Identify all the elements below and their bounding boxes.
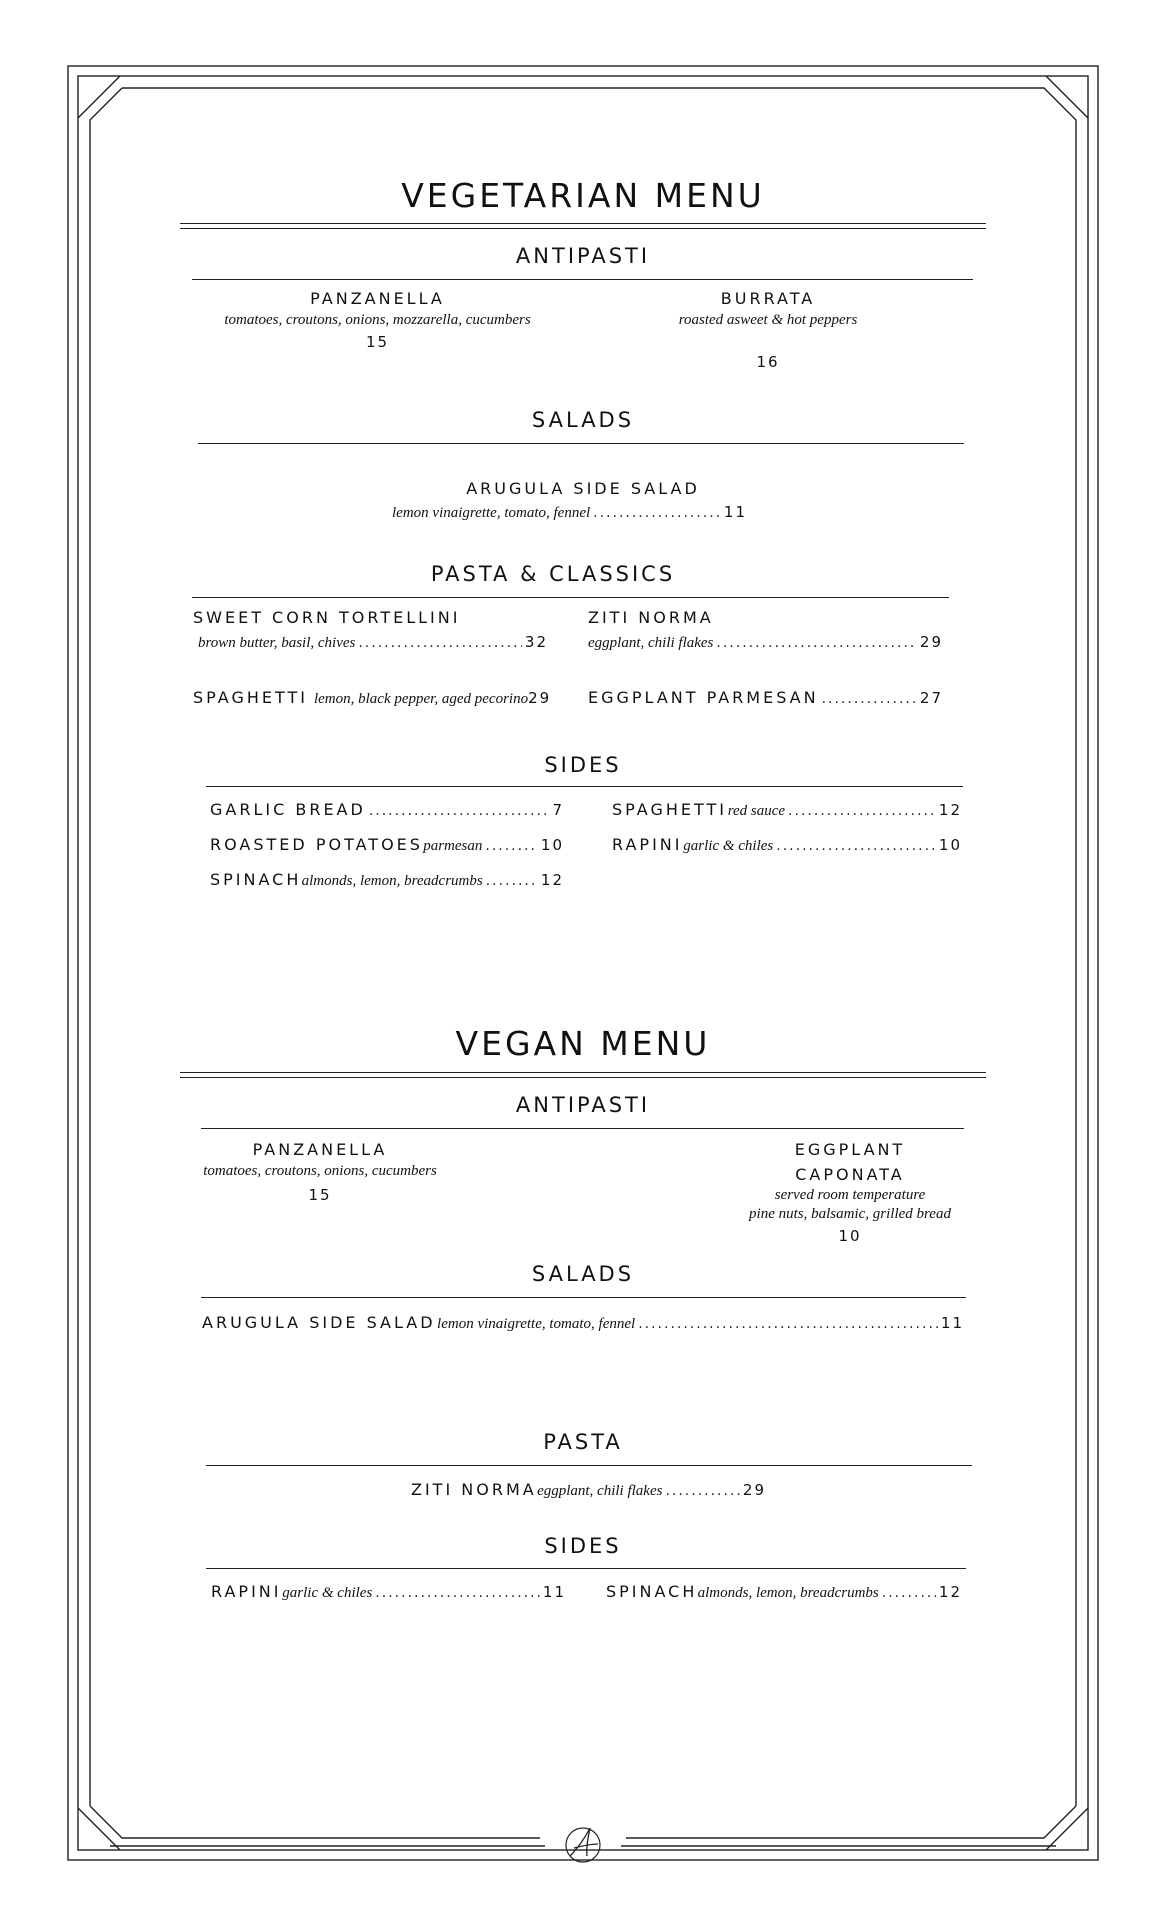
item-description: tomatoes, croutons, onions, cucumbers: [203, 1163, 437, 1179]
item-description-line-2: pine nuts, balsamic, grilled bread: [749, 1206, 951, 1222]
item-price: 29: [528, 689, 552, 707]
item-description: eggplant, chili flakes: [537, 1483, 663, 1499]
item-price: 10: [938, 836, 962, 854]
item-name: ROASTED POTATOES: [210, 835, 423, 854]
item-name-line-2: CAPONATA: [795, 1165, 905, 1184]
veg-pasta-item: [588, 688, 943, 707]
dot-leader: [776, 838, 936, 854]
item-name: RAPINI: [612, 835, 683, 854]
veg-antipasti-item: [620, 289, 916, 371]
title-double-rule: [180, 1072, 986, 1078]
item-price: 15: [365, 333, 390, 351]
item-name: ZITI NORMA: [588, 608, 714, 627]
item-name-line-1: EGGPLANT: [794, 1140, 906, 1159]
dot-leader: [486, 873, 538, 889]
item-name: SWEET CORN TORTELLINI: [193, 608, 461, 627]
dot-leader: [369, 803, 550, 819]
item-name: SPAGHETTI: [612, 800, 727, 819]
item-name: BURRATA: [720, 289, 816, 308]
item-name: ARUGULA SIDE SALAD: [202, 1313, 436, 1332]
vegan-menu-title: VEGAN MENU: [455, 1024, 711, 1063]
veg-side-item: [612, 835, 962, 855]
dot-leader: [822, 691, 917, 707]
veg-side-item: [210, 835, 564, 855]
item-price: 27: [919, 689, 943, 707]
item-name: ZITI NORMA: [411, 1480, 537, 1499]
veg-antipasti-heading: ANTIPASTI: [515, 244, 651, 268]
veg-pasta-item: [198, 633, 548, 652]
title-double-rule: [180, 223, 986, 229]
item-name: ARUGULA SIDE SALAD: [466, 479, 700, 498]
section-rule: [206, 1568, 966, 1569]
item-price: 29: [742, 1481, 766, 1499]
vegan-antipasti-item: [710, 1140, 990, 1245]
item-price: 12: [938, 801, 962, 819]
item-description: roasted asweet & hot peppers: [678, 312, 858, 328]
vegan-side-item: [606, 1582, 962, 1602]
item-price: 10: [540, 836, 564, 854]
vegan-salads-heading: SALADS: [531, 1262, 635, 1286]
item-name: RAPINI: [211, 1582, 282, 1601]
item-description-line-1: served room temperature: [774, 1187, 926, 1203]
dot-leader: [485, 838, 538, 854]
item-description: lemon vinaigrette, tomato, fennel: [437, 1316, 636, 1332]
item-name: PANZANELLA: [310, 289, 445, 308]
veg-pasta-heading: PASTA & CLASSICS: [430, 562, 676, 586]
item-description: garlic & chiles: [282, 1585, 373, 1601]
item-price: 16: [756, 353, 780, 371]
item-price: 15: [308, 1186, 332, 1204]
veg-salads-heading: SALADS: [531, 408, 635, 432]
vegan-antipasti-item: [170, 1140, 470, 1204]
item-description: lemon vinaigrette, tomato, fennel: [392, 505, 591, 521]
veg-side-item: [210, 800, 564, 819]
veg-pasta-item: [588, 633, 943, 652]
vegan-antipasti-heading: ANTIPASTI: [515, 1093, 651, 1117]
dot-leader: [716, 635, 917, 651]
veg-antipasti-item: [200, 289, 555, 351]
item-description: almonds, lemon, breadcrumbs: [301, 873, 483, 889]
veg-side-item: [210, 870, 564, 890]
item-price: 29: [919, 633, 943, 651]
vegan-side-item: [211, 1582, 566, 1602]
dot-leader: [882, 1585, 936, 1601]
item-price: 10: [838, 1227, 862, 1245]
item-name: PANZANELLA: [252, 1140, 388, 1159]
section-rule: [201, 1128, 964, 1129]
item-name: EGGPLANT PARMESAN: [588, 688, 819, 707]
vegan-sides-heading: SIDES: [544, 1534, 622, 1558]
dot-leader: [788, 803, 936, 819]
dot-leader: [375, 1585, 540, 1601]
vegan-salad-item: [202, 1313, 964, 1333]
item-price: 11: [723, 503, 747, 521]
item-description: red sauce: [727, 803, 786, 819]
item-name: SPINACH: [606, 1582, 698, 1601]
veg-pasta-item: [193, 688, 561, 708]
dot-leader: [665, 1483, 739, 1499]
item-description: parmesan: [423, 838, 483, 854]
item-price: 11: [542, 1583, 566, 1601]
section-rule: [206, 786, 963, 787]
section-rule: [192, 597, 949, 598]
section-rule: [198, 443, 964, 444]
dot-leader: [593, 505, 721, 521]
dot-leader: [358, 635, 522, 651]
item-name: SPINACH: [210, 870, 302, 889]
section-rule: [192, 279, 973, 280]
item-description: lemon, black pepper, aged pecorino: [313, 691, 529, 707]
vegetarian-menu-title: VEGETARIAN MENU: [401, 176, 765, 215]
item-price: 32: [524, 633, 548, 651]
item-price: 11: [940, 1314, 964, 1332]
section-rule: [201, 1297, 966, 1298]
monogram-icon: [560, 1822, 606, 1868]
veg-side-item: [612, 800, 962, 820]
item-description: tomatoes, croutons, onions, mozzarella, cucumbers: [224, 312, 531, 328]
item-description: eggplant, chili flakes: [588, 635, 714, 651]
dot-leader: [638, 1316, 938, 1332]
section-rule: [206, 1465, 972, 1466]
item-price: 12: [540, 871, 564, 889]
item-price: 12: [938, 1583, 962, 1601]
item-name: GARLIC BREAD: [210, 800, 366, 819]
item-price: 7: [552, 801, 564, 819]
veg-sides-heading: SIDES: [544, 753, 622, 777]
item-description: garlic & chiles: [683, 838, 774, 854]
item-name: SPAGHETTI: [193, 688, 308, 707]
veg-salad-item: [392, 503, 747, 522]
vegan-pasta-heading: PASTA: [543, 1430, 623, 1454]
item-description: almonds, lemon, breadcrumbs: [697, 1585, 879, 1601]
item-description: brown butter, basil, chives: [198, 635, 356, 651]
vegan-pasta-item: [411, 1480, 766, 1500]
